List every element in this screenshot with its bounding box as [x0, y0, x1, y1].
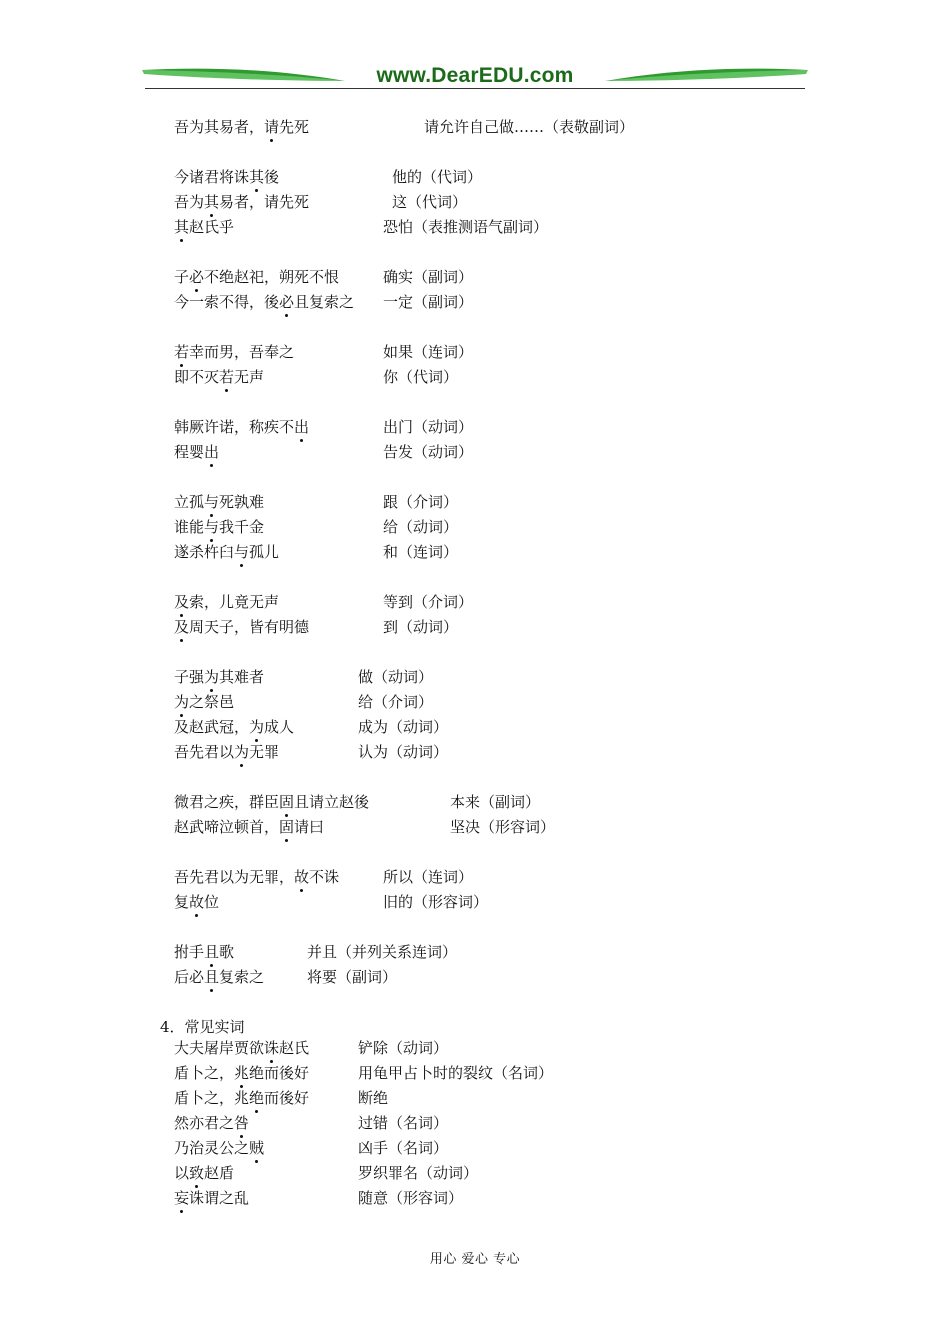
meaning-text: 给（介词） [358, 693, 434, 711]
meaning-text: 凶手（名词） [358, 1139, 449, 1157]
meaning-text: 将要（副词） [307, 968, 398, 986]
sentence-text: 而後好 [264, 1089, 310, 1107]
sentence-text: 子强 [174, 668, 205, 686]
example-sentence [174, 216, 234, 238]
sentence-text: 诛谓之乱 [189, 1189, 250, 1207]
key-character: 其 [174, 218, 190, 236]
meaning-text: 并且（并列关系连词） [307, 943, 458, 961]
example-sentence [174, 966, 264, 988]
sentence-text: 拊手 [174, 943, 205, 961]
key-character: 必 [189, 268, 205, 286]
key-character: 与 [204, 493, 220, 511]
sentence-text: 绝而後好 [249, 1064, 310, 1082]
sentence-text: 韩厥许诺，称疾不 [174, 418, 295, 436]
example-sentence [174, 1137, 264, 1159]
sentence-text: 成人 [264, 718, 295, 736]
key-character: 及 [174, 618, 190, 636]
meaning-text: 你（代词） [383, 368, 459, 386]
sentence-text: 易者，请先死 [219, 193, 310, 211]
key-character: 其 [204, 193, 220, 211]
meaning-text: 本来（副词） [450, 793, 541, 811]
meaning-text: 认为（动词） [358, 743, 449, 761]
sentence-text: 复索之 [219, 968, 265, 986]
key-character: 及 [174, 593, 190, 611]
example-sentence [174, 666, 264, 688]
sentence-text: 请曰 [294, 818, 325, 836]
key-character: 兆 [234, 1064, 250, 1082]
sentence-text: 後 [264, 168, 280, 186]
sentence-text: 幸而男，吾奉之 [189, 343, 295, 361]
sentence-text: 今一索不得，後 [174, 293, 280, 311]
sentence-text: 及赵武冠， [174, 718, 250, 736]
example-sentence [174, 341, 294, 363]
meaning-text: 如果（连词） [383, 343, 474, 361]
key-character: 出 [294, 418, 310, 436]
key-character: 致 [189, 1164, 205, 1182]
example-sentence [174, 266, 339, 288]
key-character: 咎 [234, 1114, 250, 1132]
sentence-text: 索，儿竟无声 [189, 593, 280, 611]
meaning-text: 一定（副词） [383, 293, 474, 311]
sentence-text: 之祭邑 [189, 693, 235, 711]
example-sentence [174, 516, 264, 538]
example-sentence [174, 1037, 309, 1059]
sentence-text: 赵武啼泣顿首， [174, 818, 280, 836]
sentence-text: 其难者 [219, 668, 265, 686]
meaning-text: 所以（连词） [383, 868, 474, 886]
sentence-text: 乃治灵公之 [174, 1139, 250, 1157]
example-sentence [174, 741, 279, 763]
key-character: 为 [204, 668, 220, 686]
key-character: 为 [234, 743, 250, 761]
example-sentence [174, 491, 264, 513]
sentence-text: 以 [174, 1164, 190, 1182]
sentence-text: 死孰难 [219, 493, 265, 511]
example-sentence [174, 691, 234, 713]
example-sentence [174, 891, 219, 913]
sentence-text: 且请立赵後 [294, 793, 370, 811]
sentence-text: 我千金 [219, 518, 265, 536]
example-sentence [174, 1162, 234, 1184]
example-sentence [174, 541, 279, 563]
key-character: 故 [294, 868, 310, 886]
sentence-text: 先死 [279, 118, 310, 136]
example-sentence [174, 366, 264, 388]
key-character: 与 [234, 543, 250, 561]
meaning-text: 做（动词） [358, 668, 434, 686]
key-character: 为 [174, 693, 190, 711]
sentence-text: 遂杀杵臼 [174, 543, 235, 561]
sentence-text: 盾卜之，兆 [174, 1089, 250, 1107]
meaning-text: 成为（动词） [358, 718, 449, 736]
meaning-text: 等到（介词） [383, 593, 474, 611]
sentence-text: 后必 [174, 968, 205, 986]
key-character: 若 [219, 368, 235, 386]
key-character: 绝 [249, 1089, 265, 1107]
example-sentence [174, 1187, 249, 1209]
example-sentence [174, 166, 279, 188]
meaning-text: 用龟甲占卜时的裂纹（名词） [358, 1064, 554, 1082]
example-sentence [174, 1087, 309, 1109]
meaning-text: 断绝 [358, 1089, 389, 1107]
meaning-text: 跟（介词） [383, 493, 459, 511]
sentence-text: 今诸君将诛 [174, 168, 250, 186]
example-sentence [174, 941, 234, 963]
sentence-text: 微君之疾，群臣 [174, 793, 280, 811]
meaning-text: 到（动词） [383, 618, 459, 636]
sentence-text: 盾卜之， [174, 1064, 235, 1082]
example-sentence [174, 291, 354, 313]
key-character: 且 [204, 943, 220, 961]
meaning-text: 出门（动词） [383, 418, 474, 436]
sentence-text: 赵氏乎 [189, 218, 235, 236]
sentence-text: 吾先君以 [174, 743, 235, 761]
meaning-text: 他的（代词） [392, 168, 483, 186]
meaning-text: 告发（动词） [383, 443, 474, 461]
section-title: 4．常见实词 [160, 1018, 245, 1036]
sentence-text: 不绝赵祀，朔死不恨 [204, 268, 340, 286]
meaning-text: 恐怕（表推测语气副词） [383, 218, 549, 236]
meaning-text: 请允许自己做……（表敬副词） [424, 118, 635, 136]
meaning-text: 确实（副词） [383, 268, 474, 286]
sentence-text: 不诛 [309, 868, 340, 886]
page-footer: 用心 爱心 专心 [429, 1252, 521, 1267]
meaning-text: 罗织罪名（动词） [358, 1164, 479, 1182]
key-character: 贼 [249, 1139, 265, 1157]
sentence-text: 子 [174, 268, 190, 286]
sentence-text: 且复索之 [294, 293, 355, 311]
sentence-text: 复 [174, 893, 190, 911]
example-sentence [174, 616, 309, 638]
meaning-text: 过错（名词） [358, 1114, 449, 1132]
key-character: 必 [279, 293, 295, 311]
sentence-text: 歌 [219, 943, 235, 961]
example-sentence [174, 416, 309, 438]
sentence-text: 大夫屠岸贾欲 [174, 1039, 265, 1057]
sentence-text: 吾为其易者， [174, 118, 265, 136]
key-character: 固 [279, 793, 295, 811]
sentence-text: 位 [204, 893, 220, 911]
sentence-text: 吾为 [174, 193, 205, 211]
sentence-text: 即不灭 [174, 368, 220, 386]
key-character: 妄 [174, 1189, 190, 1207]
example-sentence [174, 716, 294, 738]
example-sentence [174, 441, 219, 463]
example-sentence [174, 191, 309, 213]
sentence-text: 无罪 [249, 743, 280, 761]
key-character: 其 [249, 168, 265, 186]
key-character: 请 [264, 118, 280, 136]
site-logo-text: www.DearEDU.com [376, 64, 574, 87]
example-sentence [174, 116, 309, 138]
sentence-text: 孤儿 [249, 543, 280, 561]
meaning-text: 随意（形容词） [358, 1189, 464, 1207]
meaning-text: 这（代词） [392, 193, 468, 211]
sentence-text: 吾先君以为无罪， [174, 868, 295, 886]
key-character: 故 [189, 893, 205, 911]
meaning-text: 坚决（形容词） [450, 818, 556, 836]
sentence-text: 无声 [234, 368, 265, 386]
example-sentence [174, 1062, 309, 1084]
key-character: 出 [204, 443, 220, 461]
key-character: 若 [174, 343, 190, 361]
example-sentence [174, 866, 339, 888]
key-character: 且 [204, 968, 220, 986]
key-character: 固 [279, 818, 295, 836]
example-sentence [174, 591, 279, 613]
example-sentence [174, 791, 369, 813]
key-character: 诛 [264, 1039, 280, 1057]
meaning-text: 铲除（动词） [358, 1039, 449, 1057]
key-character: 与 [204, 518, 220, 536]
sentence-text: 程婴 [174, 443, 205, 461]
meaning-text: 旧的（形容词） [383, 893, 489, 911]
sentence-text: 周天子，皆有明德 [189, 618, 310, 636]
sentence-text: 然亦君之 [174, 1114, 235, 1132]
meaning-text: 和（连词） [383, 543, 459, 561]
sentence-text: 赵氏 [279, 1039, 310, 1057]
sentence-text: 立孤 [174, 493, 205, 511]
sentence-text: 赵盾 [204, 1164, 235, 1182]
example-sentence [174, 816, 324, 838]
key-character: 为 [249, 718, 265, 736]
example-sentence [174, 1112, 249, 1134]
sentence-text: 谁能 [174, 518, 205, 536]
meaning-text: 给（动词） [383, 518, 459, 536]
